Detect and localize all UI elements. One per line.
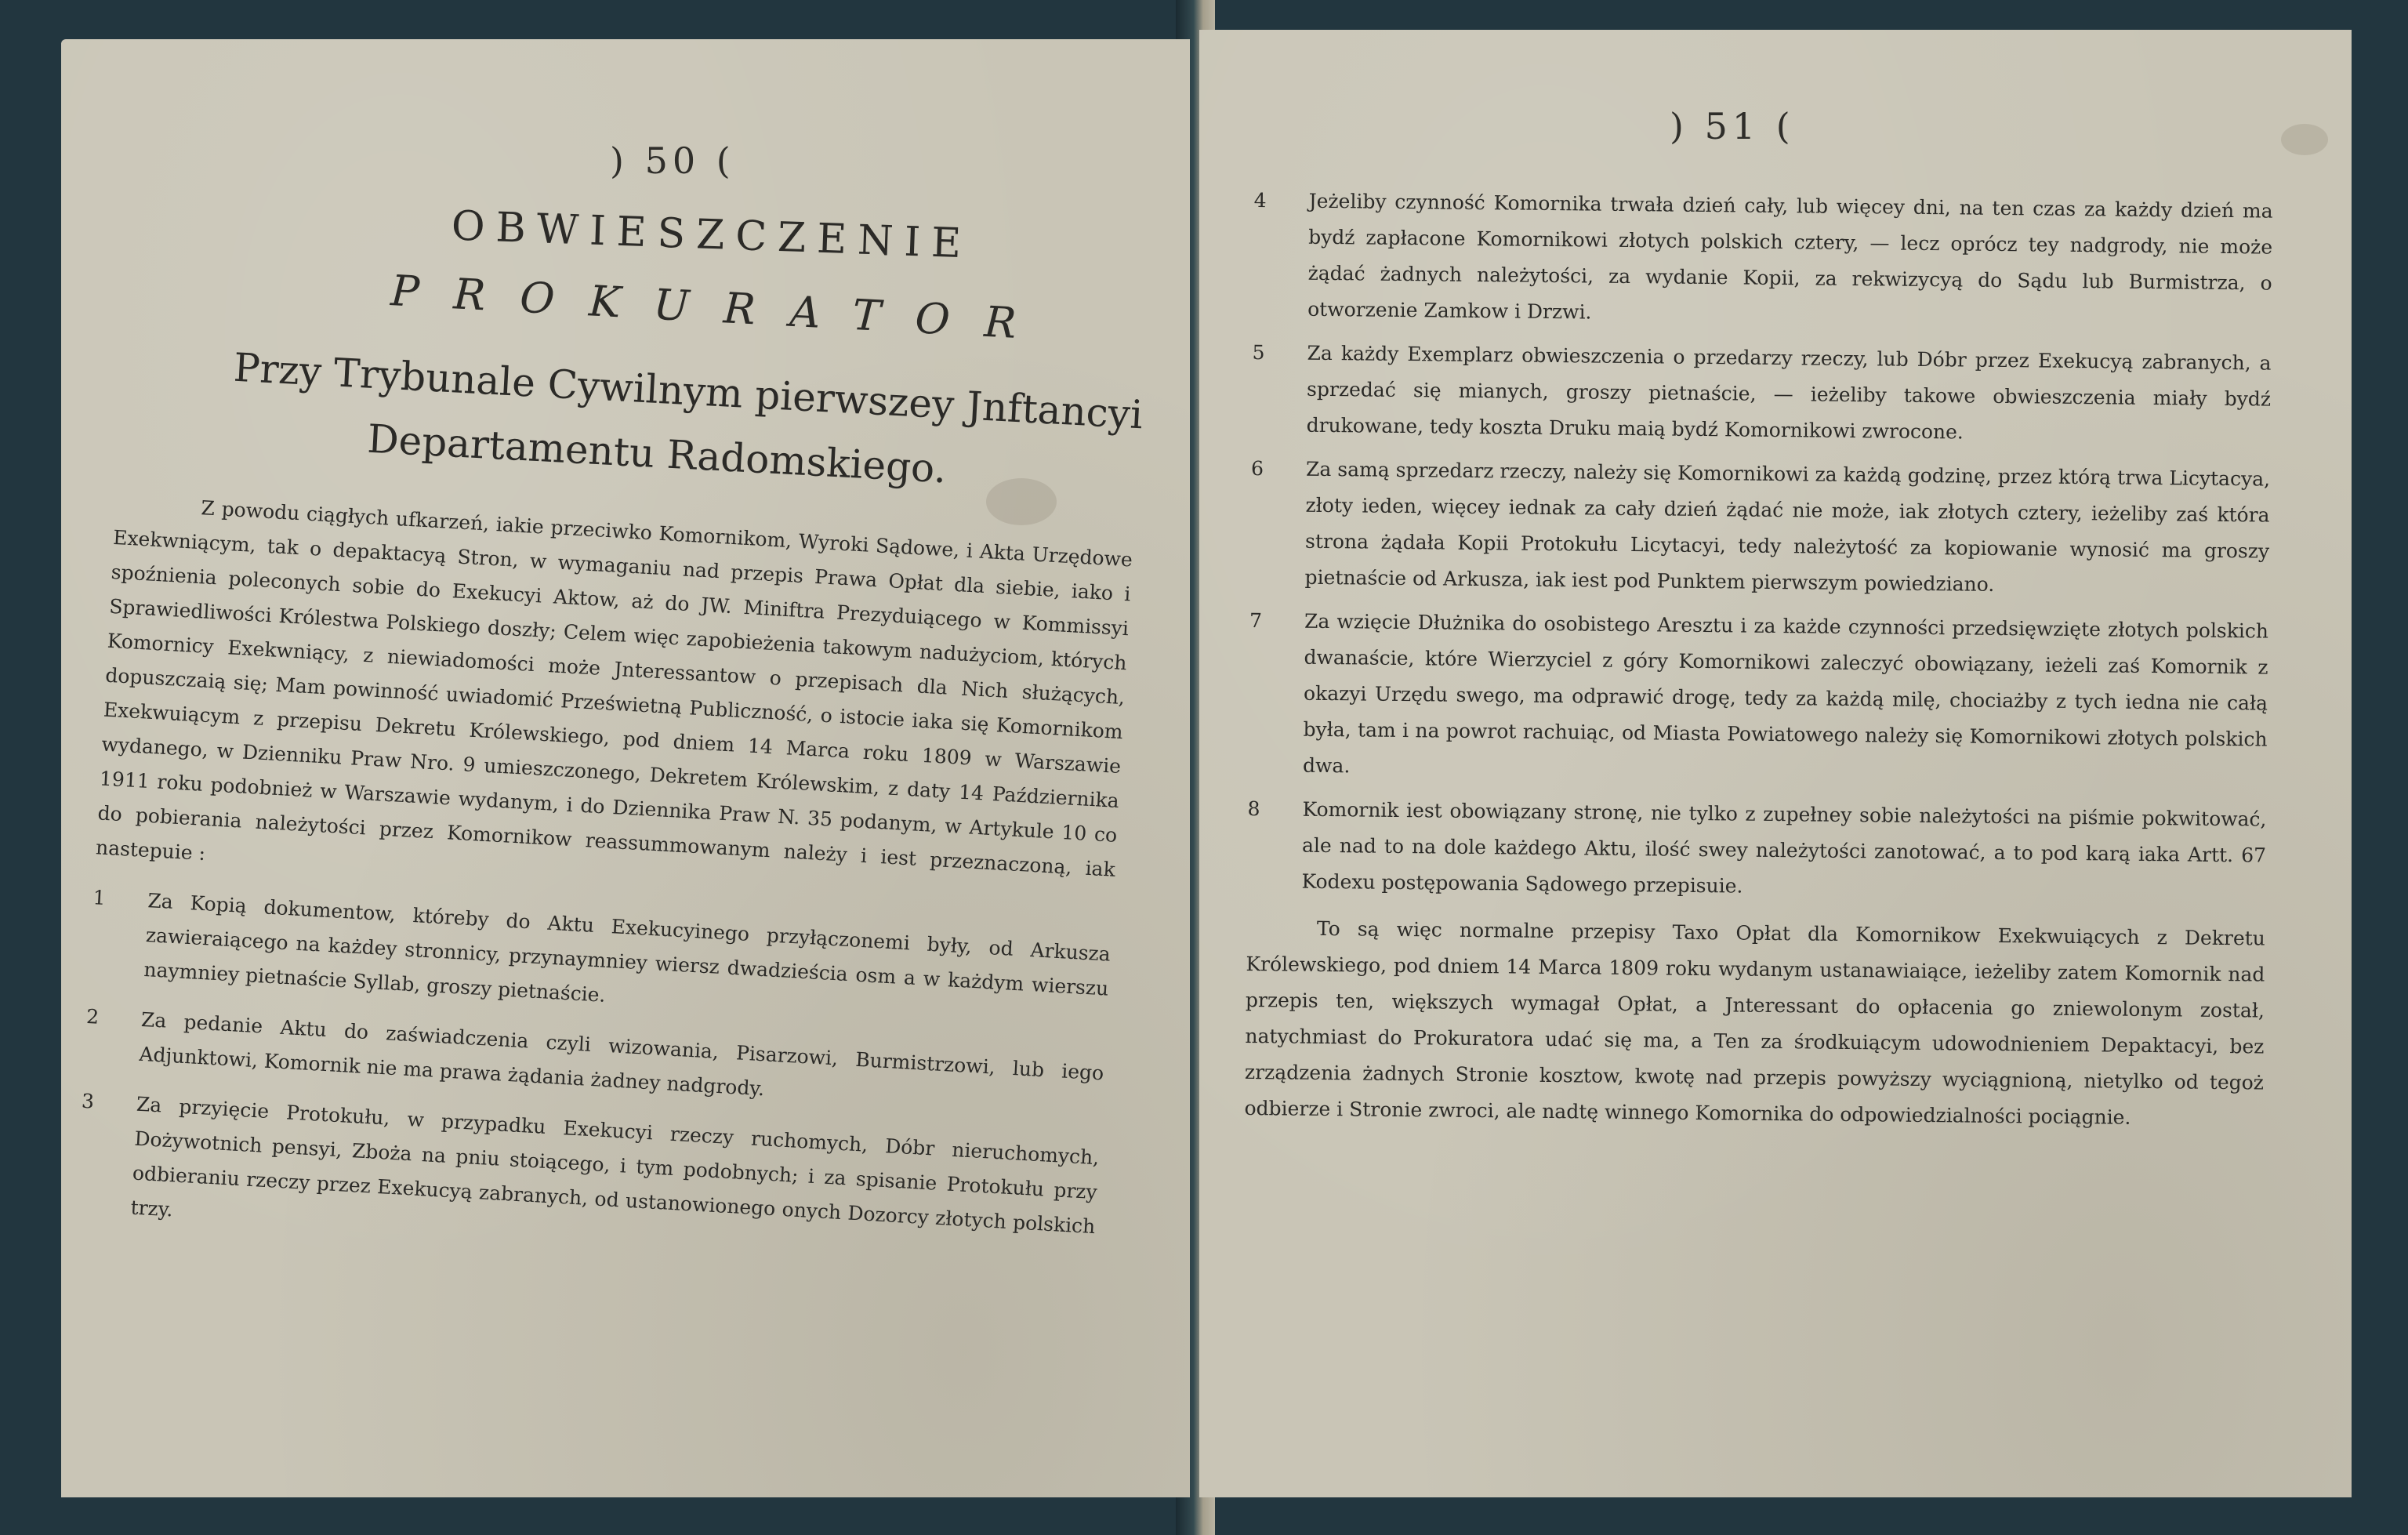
fee-item-5 (1251, 335, 2271, 454)
item-text: Za Kopią dokumentow, któreby do Aktu Exekucyinego przyłączonemi były, od Arkusza zawieraiącego na każdey stronnicy, przynaymniey wiersz dwadzieścia osm a w każdym wierszu naymniey pietnaście Syllab, groszy pietnaście. (143, 889, 1112, 1007)
item-number: 5 (1252, 340, 1265, 365)
item-text: Za każdy Exemplarz obwieszczenia o przedarzy rzeczy, lub Dóbr przez Exekucyą zabranych, a sprzedać się mianych, groszy pietnaście, — ieżeliby takowe obwieszczenia miały bydź drukowane, tedy koszta Druku maią bydź Komornikowi zwrocone. (1306, 341, 2272, 444)
notice-title: OBWIESZCZENIE (450, 202, 974, 268)
right-page (1199, 30, 2352, 1497)
fee-item-7 (1248, 603, 2268, 794)
item-number: 3 (81, 1089, 95, 1113)
tribunal-line: Przy Trybunale Cywilnym pierwszey Jnftancyi (232, 344, 1144, 438)
item-text: Za przyięcie Protokułu, w przypadku Exekucyi rzeczy ruchomych, Dóbr nieruchomych, Dożywotnich pensyi, Zboża na pniu stoiącego, i tym podobnych; i za spisanie Protokułu przy odbieraniu rzeczy przez Exekucyą zabranych, od ustanowionego onych Dozorcy złotych polskich trzy. (129, 1092, 1100, 1239)
fee-item-6 (1249, 451, 2270, 606)
item-text: Za pedanie Aktu do zaświadczenia czyli wizowania, Pisarzowi, Burmistrzowi, lub iego Adjunktowi, Komornik nie ma prawa żądania żadney nadgrody. (138, 1007, 1104, 1101)
right-body (1244, 175, 2273, 1138)
item-number: 4 (1253, 188, 1267, 212)
item-number: 6 (1250, 456, 1264, 481)
item-text: Za samą sprzedarz rzeczy, należy się Komornikowi za każdą godzinę, przez którą trwa Licytacya, złoty ieden, więcey iednak za cały dzień żądać nie może, iak złotych cztery, ieżeliby zaś która strona żądała Kopii Protokułu Licytacyi, tedy należytość za kopiowanie wynosić ma groszy pietnaście od Arkusza, iak iest pod Punktem pierwszym powiedziano. (1304, 457, 2271, 596)
left-page (61, 39, 1190, 1497)
item-number: 8 (1247, 797, 1260, 821)
item-text: Jeżeliby czynność Komornika trwała dzień cały, lub więcey dni, na ten czas za każdy dzień ma bydź zapłacone Komornikowi złotych polskich cztery, — lecz oprócz tey nadgrody, nie może żądać żadnych należytości, za wydanie Kopii, za rekwizycyą do Sądu lub Burmistrza, o otworzenie Zamkow i Drzwi. (1307, 189, 2273, 324)
page-number-left: ) 50 ( (610, 140, 735, 182)
fee-item-4 (1253, 183, 2273, 338)
item-number: 1 (92, 886, 107, 910)
prosecutor-title: PROKURATOR (389, 266, 1052, 350)
paper-stain (2281, 124, 2328, 155)
fee-item-8 (1246, 791, 2266, 910)
left-body (75, 486, 1133, 1279)
item-number: 7 (1249, 608, 1263, 633)
intro-paragraph: Z powodu ciągłych ufkarzeń, iakie przeciwko Komornikom, Wyroki Sądowe, i Akta Urzędowe Exekwniącym, tak o depaktacyą Stron, w wymaganiu nad przepis Prawa Opłat dla siebie, iako i spoźnienia poleconych sobie do Exekucyi Aktow, aż do JW. Miniftra Prezyduiącego w Kommissyi Sprawiedliwości Królestwa Polskiego doszły; Celem więc zapobieżenia takowym nadużyciom, których Komornicy Exekwniący, z niewiadomości może Jnteressantow o przepisach dla Nich służących, dopuszczaią się; Mam powinność uwiadomić Prześwietną Publiczność, o istocie iaka się Komornikom Exekwuiącym z przepisu Dekretu Królewskiego, pod dniem 14 Marca roku 1809 w Warszawie wydanego, w Dzienniku Praw Nro. 9 umieszczonego, Dekretem Królewskim, z daty 14 Października 1911 roku podobnież w Warszawie wydanym, i do Dziennika Praw N. 35 podanym, w Artykule 10 co do pobierania należytości przez Komornikow reassummowanym należy i iest przeznaczoną, iak nastepuie : (95, 496, 1133, 881)
department-line: Departamentu Radomskiego. (366, 416, 948, 492)
item-text: Komornik iest obowiązany stronę, nie tylko z zupełney sobie należytości na piśmie pokwitować, ale nad to na dole każdego Aktu, ilość swey należytości zanotować, a to pod karą iaka Artt. 67 Kodexu postępowania Sądowego przepisuie. (1301, 797, 2267, 898)
item-number: 2 (85, 1004, 100, 1029)
item-text: Za wzięcie Dłużnika do osobistego Aresztu i za każde czynności przedsięwzięte złotych polskich dwanaście, które Wierzyciel z góry Komornikowi zaleczyć obowiązany, ieżeli zaś Komornik z okazyi Urzędu swego, ma odprawić drogę, tedy za każdą milę, chociażby z tych iedna nie całą była, tam i na powrot rachuiąc, od Miasta Powiatowego należy się Komornikowi złotych polskich dwa. (1302, 609, 2269, 778)
page-number-right: ) 51 ( (1670, 105, 1795, 147)
closing-paragraph: To są więc normalne przepisy Taxo Opłat dla Komornikow Exekwuiących z Dekretu Królewskiego, pod dniem 14 Marca 1809 roku wydanym ustanawiaiące, ieżeliby zatem Komornik nad przepis ten, większych wymagał Opłat, a Jnteressant do opłacenia go zniewolonym został, natychmiast do Prokuratora udać się ma, a Ten za środkuiącym udowodnieniem Depaktacyi, bez zrządzenia żadnych Stronie kosztow, kwotę nad przepis powyższy wyciągnioną, nietylko od tegoż odbierze i Stronie zwroci, ale nadtę winnego Komornika do odpowiedzialności pociągnie. (1244, 916, 2266, 1129)
